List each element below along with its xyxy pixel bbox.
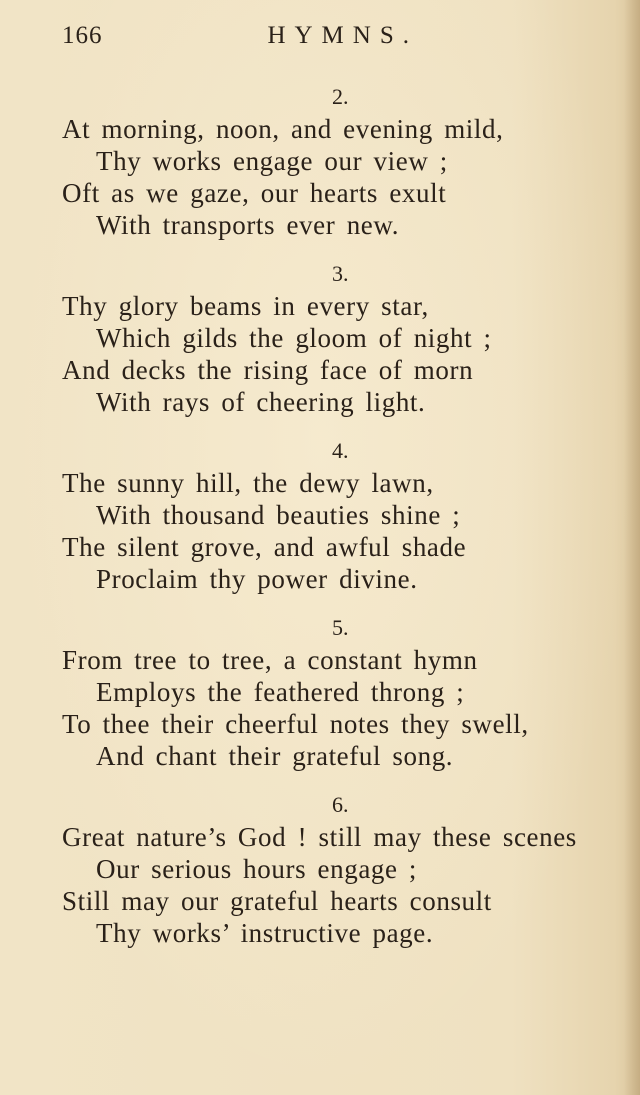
verse-line: At morning, noon, and evening mild, [62,114,504,144]
page-number: 166 [62,22,103,49]
page-header [62,22,418,52]
verse-line: The sunny hill, the dewy lawn, [62,468,434,498]
page-edge-shadow [624,0,640,1095]
running-title: HYMNS. [267,22,418,49]
stanza-number: 3. [332,261,349,286]
verse-line: Oft as we gaze, our hearts exult [62,178,447,208]
stanza-number: 5. [332,615,349,640]
stanza-number: 6. [332,792,349,817]
verse-line: Thy glory beams in every star, [62,291,429,321]
verse-line: Our serious hours engage ; [96,854,418,884]
verse-line: Which gilds the gloom of night ; [96,323,492,353]
stanza-number: 4. [332,438,349,463]
verse-line: From tree to tree, a constant hymn [62,645,478,675]
verse-line: With thousand beauties shine ; [96,500,461,530]
verse-line: Still may our grateful hearts consult [62,886,492,916]
verse-line: The silent grove, and awful shade [62,532,467,562]
verse-line: To thee their cheerful notes they swell, [62,709,529,739]
stanza-number: 2. [332,84,349,109]
verse-line: Proclaim thy power divine. [96,564,418,594]
verse-line: With rays of cheering light. [96,387,426,417]
verse-line: Thy works engage our view ; [96,146,448,176]
verse-line: Great nature’s God ! still may these scenes [62,822,577,852]
verse-line: Thy works’ instructive page. [96,918,434,948]
verse-line: Employs the feathered throng ; [96,677,465,707]
verse-line: And decks the rising face of morn [62,355,474,385]
verse-line: With transports ever new. [96,210,400,240]
verse-line: And chant their grateful song. [96,741,454,771]
